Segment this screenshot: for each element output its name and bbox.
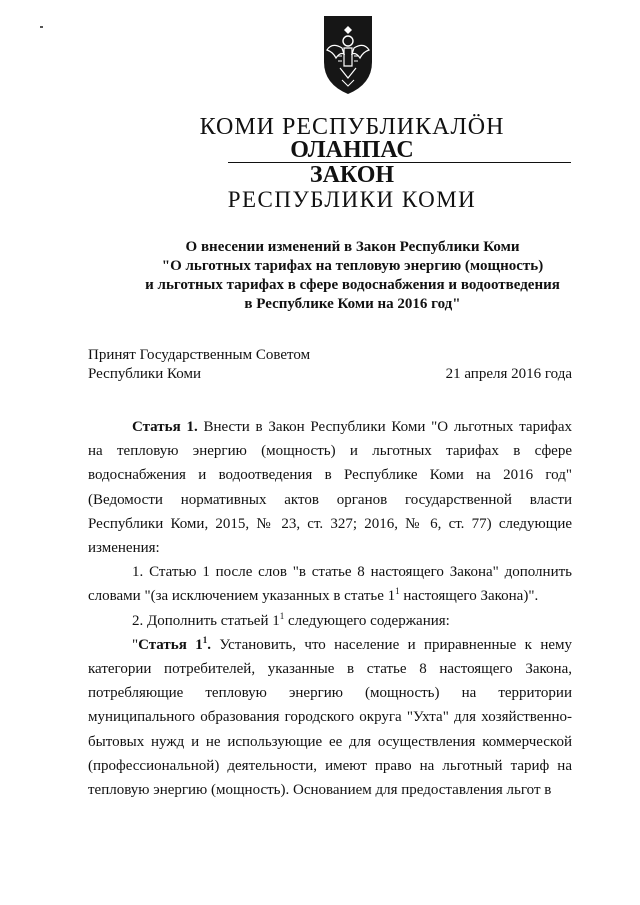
superscript: 1 bbox=[202, 634, 208, 645]
item-2-paragraph bbox=[88, 609, 572, 633]
scan-artifact bbox=[40, 26, 43, 28]
header-komi-language: КОМИ РЕСПУБЛИКАЛÖН bbox=[199, 114, 505, 140]
article-1-label: Статья 1. bbox=[132, 419, 198, 435]
article-1-text: Внести в Закон Республики Коми "О льготных тарифах на тепловую энергию (мощность) и льготных тарифах в сфере водоснабжения и водоотведения в Республике Коми на 2016 год" (Ведомости нормативных актов органов государственной власти Республики Коми, 2015, № 23, ст. 327; 2016, № 6, ст. 77) следующие изменения: bbox=[88, 419, 572, 557]
header-republic: РЕСПУБЛИКИ КОМИ bbox=[227, 187, 477, 212]
adoption-date: 21 апреля 2016 года bbox=[445, 366, 572, 382]
article-1-1-text: Установить, что население и приравненные к нему категории потребителей, указанные в статье 8 настоящего Закона, потребляющие тепловую энергию (мощность) на территории муниципального образования городского округа "Ухта" для хозяйственно-бытовых нужд и не использующие ее для осуществления коммерческой (профессиональной) деятельности, имеют право на льготный тариф на тепловую энергию (мощность). Основанием для предоставления льгот в bbox=[88, 636, 573, 799]
open-quote: " bbox=[132, 636, 139, 653]
article-1-1-label-dot: . bbox=[207, 636, 211, 653]
item-2-text-end: следующего содержания: bbox=[284, 612, 450, 629]
law-title bbox=[100, 238, 605, 314]
komi-coat-of-arms-icon bbox=[320, 12, 376, 96]
item-2-text: 2. Дополнить статьей 1 bbox=[132, 612, 280, 629]
law-body bbox=[88, 415, 572, 802]
item-1-text-end: настоящего Закона)". bbox=[399, 588, 539, 605]
header-komi-law: ОЛАНПАС bbox=[290, 137, 414, 163]
header-law: ЗАКОН bbox=[309, 162, 395, 188]
superscript: 1 bbox=[279, 610, 285, 621]
law-title-line: О внесении изменений в Закон Республики Коми bbox=[185, 239, 520, 255]
law-title-line: и льготных тарифах в сфере водоснабжения и водоотведения bbox=[145, 277, 560, 293]
adoption-line: Республики Коми bbox=[88, 366, 201, 382]
adoption-line: Принят Государственным Советом bbox=[88, 347, 311, 363]
adoption-info bbox=[88, 346, 310, 384]
item-1-paragraph bbox=[88, 560, 572, 608]
article-1-1-paragraph bbox=[88, 633, 572, 802]
item-1-text: 1. Статью 1 после слов "в статье 8 настоящего Закона" дополнить словами "(за исключением указанных в статье 1 bbox=[88, 564, 572, 605]
article-1-paragraph bbox=[88, 415, 572, 560]
law-title-line: "О льготных тарифах на тепловую энергию (мощность) bbox=[161, 258, 544, 274]
header-divider bbox=[228, 162, 571, 163]
article-1-1-label: Статья 1 bbox=[138, 636, 203, 653]
law-title-line: в Республике Коми на 2016 год" bbox=[244, 296, 461, 312]
superscript: 1 bbox=[395, 586, 400, 597]
